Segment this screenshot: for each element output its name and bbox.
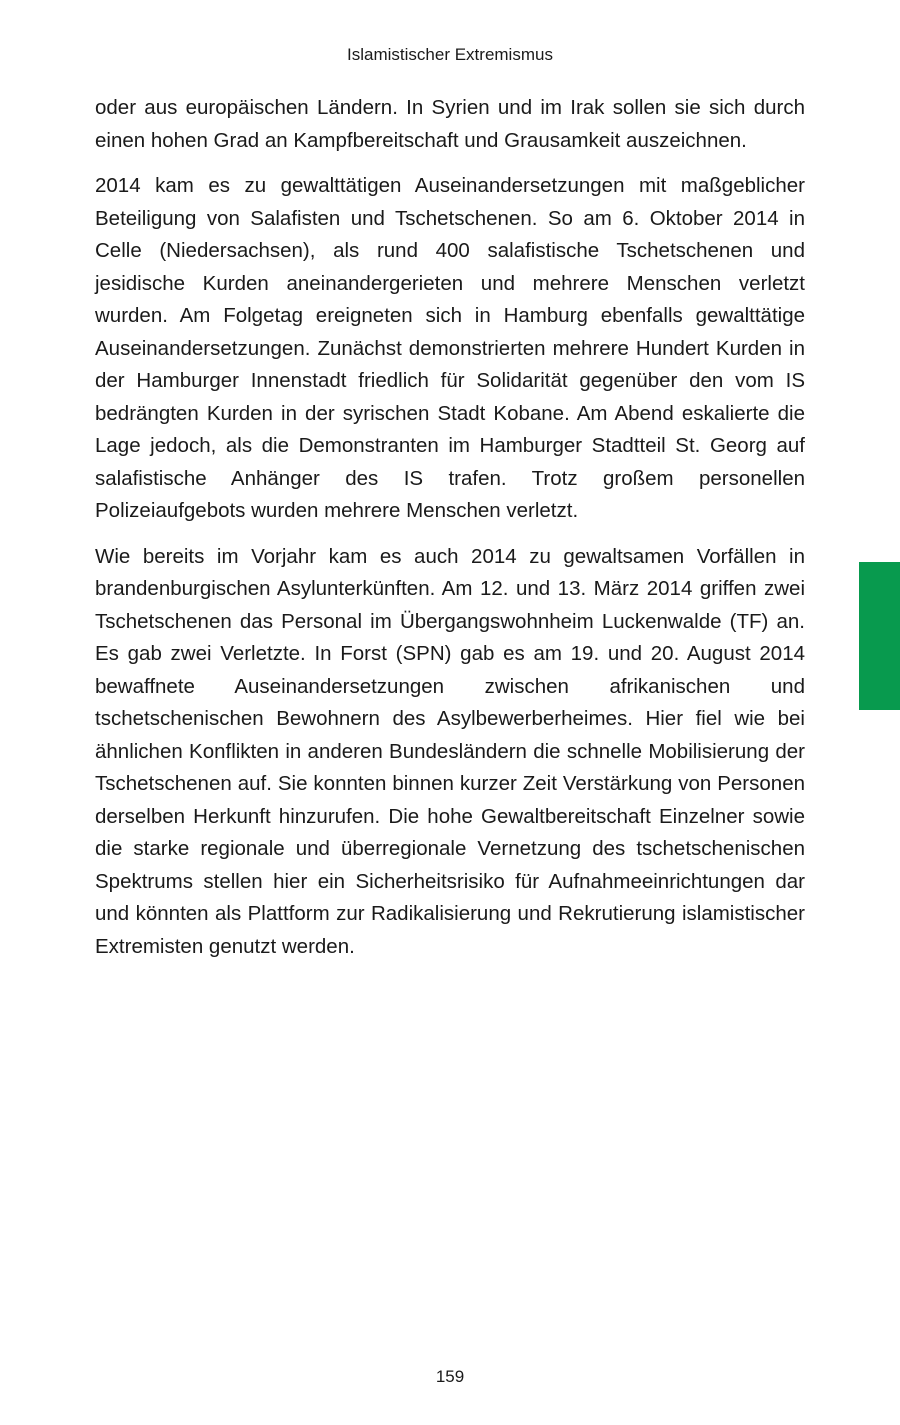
page-body xyxy=(95,92,805,976)
chapter-edge-marker xyxy=(859,562,900,710)
paragraph-1: oder aus europäischen Ländern. In Syrien und im Irak sollen sie sich durch einen hohen Grad an Kampfbereitschaft und Grausamkeit auszeichnen. xyxy=(95,96,805,152)
paragraph-3: Wie bereits im Vorjahr kam es auch 2014 zu gewaltsamen Vorfällen in brandenburgischen Asylunterkünften. Am 12. und 13. März 2014 griffen zwei Tschetschenen das Personal im Übergangswohnheim Luckenwalde (TF) an. Es gab zwei Verletzte. In Forst (SPN) gab es am 19. und 20. August 2014 bewaffnete Auseinandersetzungen zwischen afrikanischen und tschetschenischen Bewohnern des Asylbewerberheimes. Hier fiel wie bei ähnlichen Konflikten in anderen Bundesländern die schnelle Mobilisierung der Tschetschenen auf. Sie konnten binnen kurzer Zeit Verstärkung von Personen derselben Herkunft hinzurufen. Die hohe Gewaltbereitschaft Einzelner sowie die starke regionale und überregionale Vernetzung des tschetschenischen Spektrums stellen hier ein Sicherheitsrisiko für Aufnahmeeinrichtungen dar und könnten als Plattform zur Radikalisierung und Rekrutierung islamistischer Extremisten genutzt werden. xyxy=(95,544,805,958)
page-number: 159 xyxy=(435,1367,465,1386)
paragraph-2: 2014 kam es zu gewalttätigen Auseinandersetzungen mit maßgeblicher Beteiligung von Salafisten und Tschetschenen. So am 6. Oktober 2014 in Celle (Niedersachsen), als rund 400 salafistische Tschetschenen und jesidische Kurden aneinandergerieten und mehrere Menschen verletzt wurden. Am Folgetag ereigneten sich in Hamburg ebenfalls gewalttätige Auseinandersetzungen. Zunächst demonstrierten mehrere Hundert Kurden in der Hamburger Innenstadt friedlich für Solidarität gegenüber den vom IS bedrängten Kurden in der syrischen Stadt Kobane. Am Abend eskalierte die Lage jedoch, als die Demonstranten im Hamburger Stadtteil St. Georg auf salafistische Anhänger des IS trafen. Trotz großem personellen Polizeiaufgebots wurden mehrere Menschen verletzt. xyxy=(95,174,805,522)
running-header: Islamistischer Extremismus xyxy=(347,45,553,64)
